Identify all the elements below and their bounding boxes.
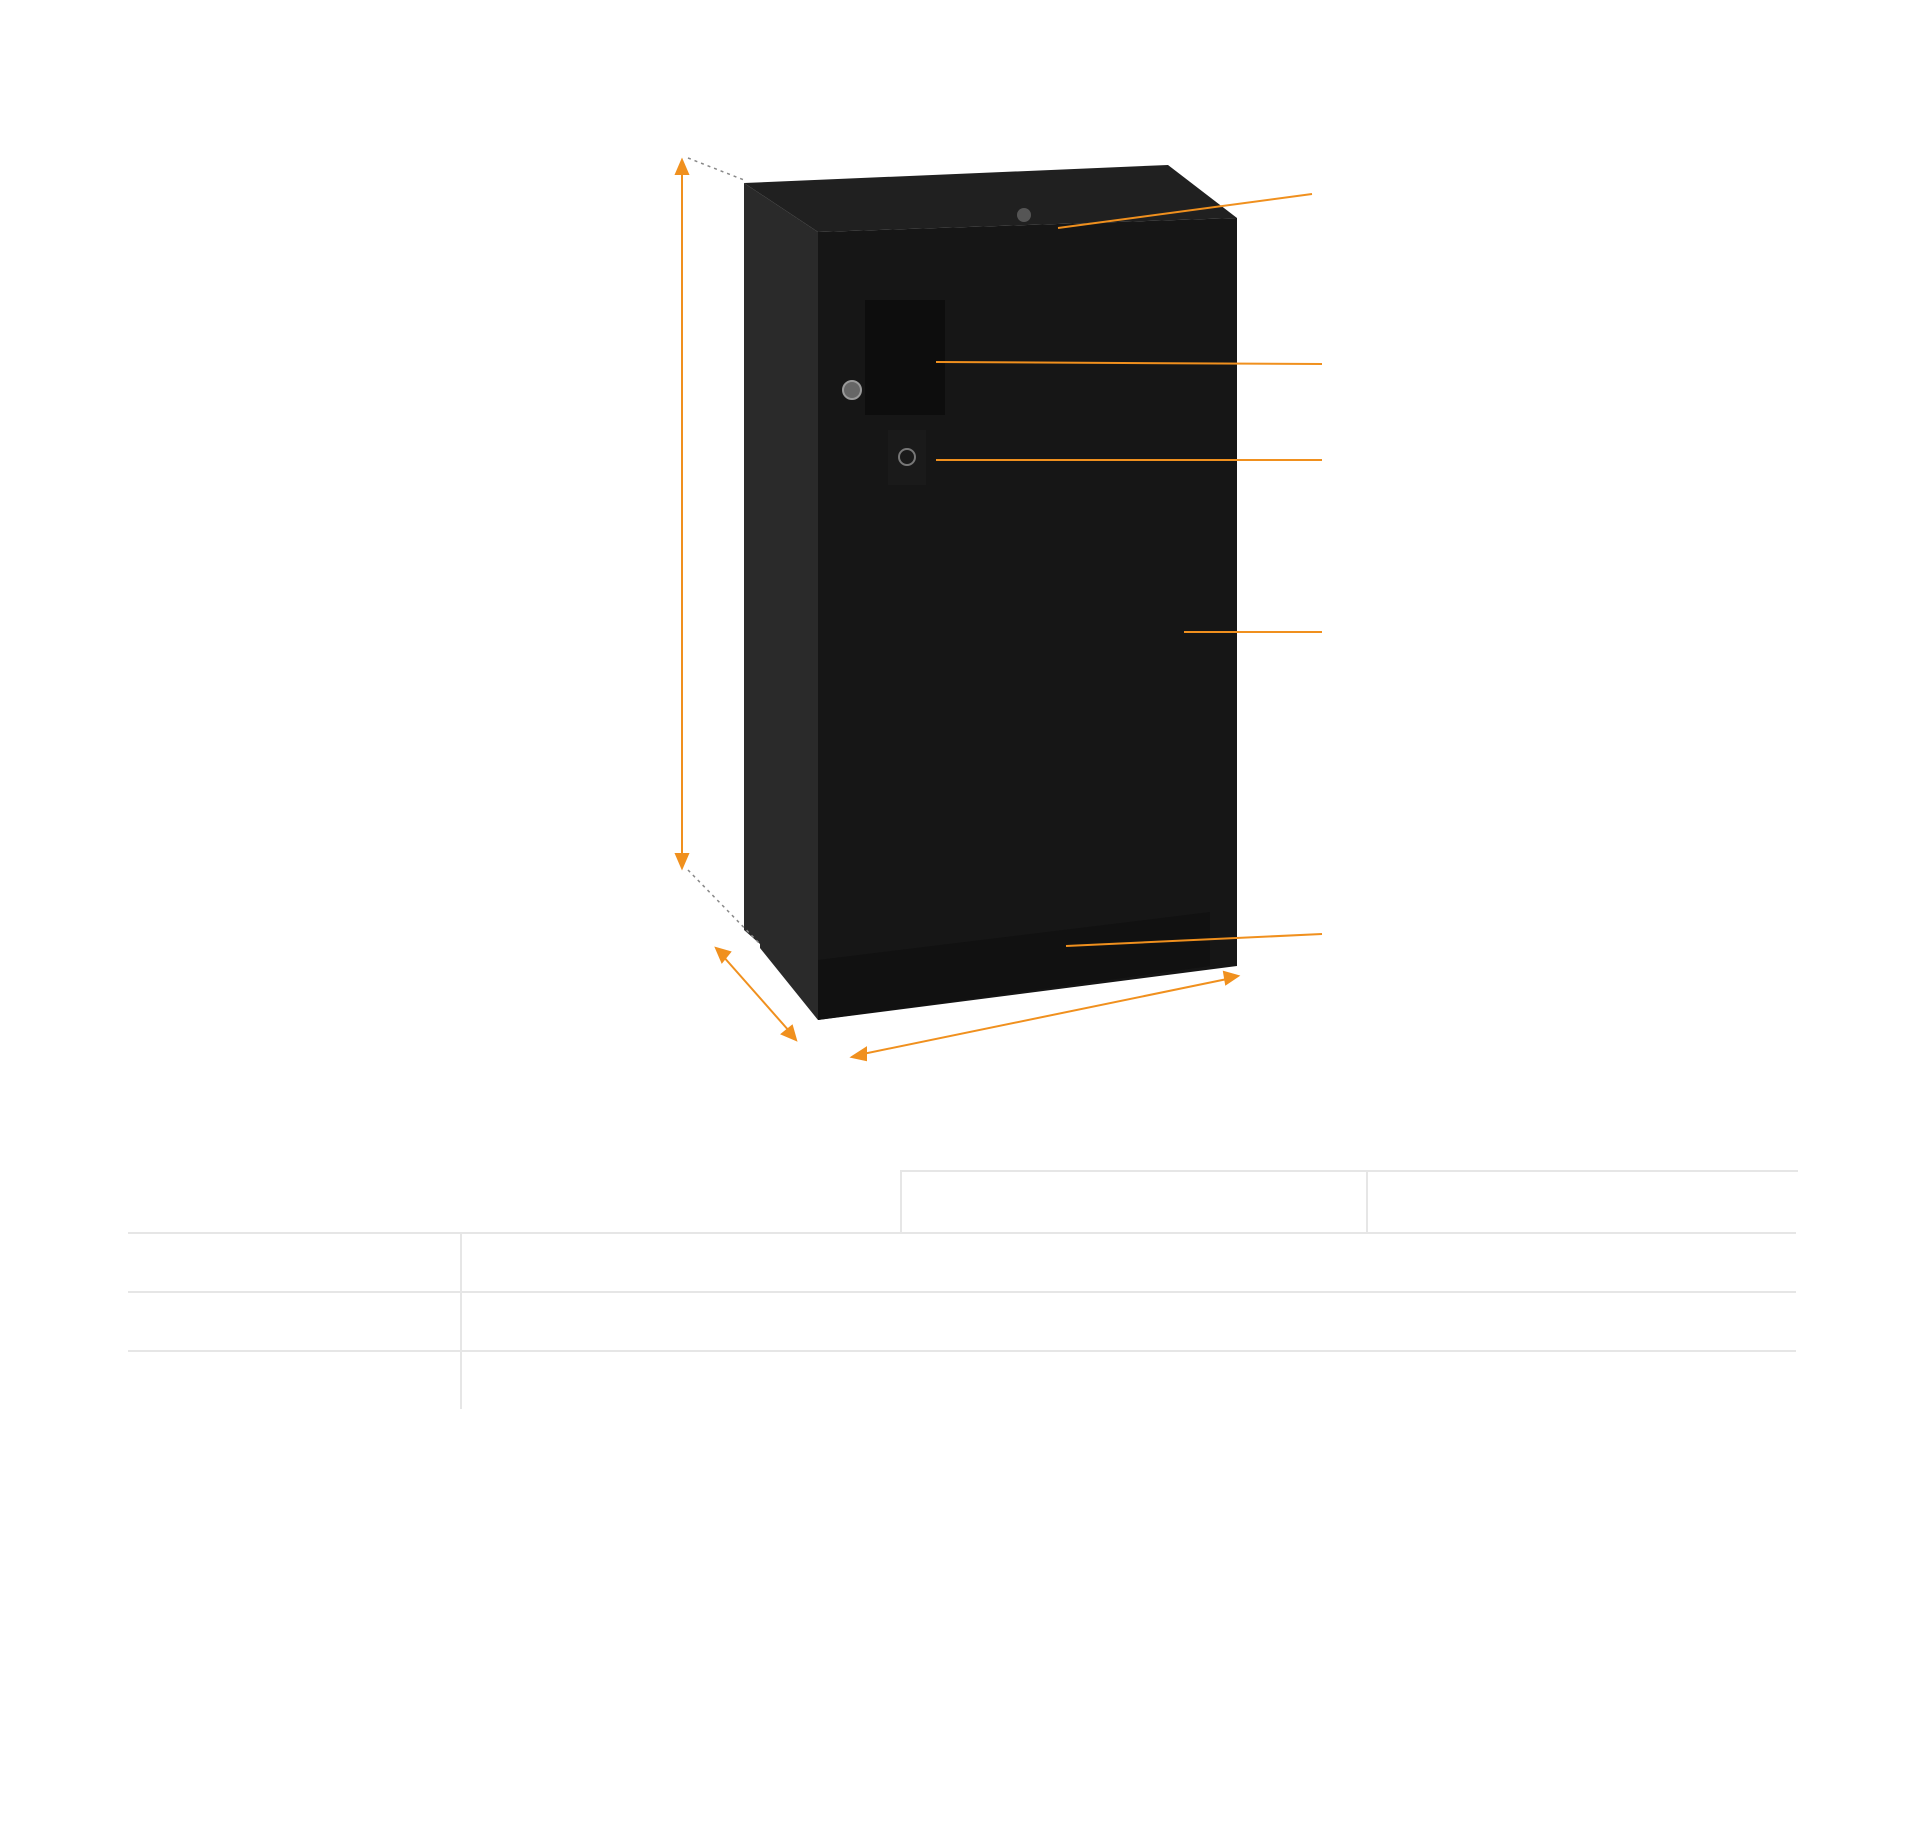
weight-row xyxy=(128,1234,1796,1292)
col-5-subtitle xyxy=(1366,1170,1798,1234)
side-lock xyxy=(843,381,861,399)
cabinet-side-panel xyxy=(744,183,818,1020)
touchscreen-panel xyxy=(865,300,945,415)
weight-label xyxy=(128,1234,461,1292)
id-reader-panel xyxy=(888,430,926,485)
load-label xyxy=(128,1292,461,1351)
power-value xyxy=(461,1351,1796,1409)
weight-value xyxy=(461,1234,1796,1292)
load-row xyxy=(128,1292,1796,1351)
spec-table xyxy=(128,1234,1796,1409)
power-row xyxy=(128,1351,1796,1409)
power-label xyxy=(128,1351,461,1409)
roof-lock xyxy=(1017,208,1031,222)
col-3-subtitle xyxy=(900,1170,1366,1234)
load-value xyxy=(461,1292,1796,1351)
